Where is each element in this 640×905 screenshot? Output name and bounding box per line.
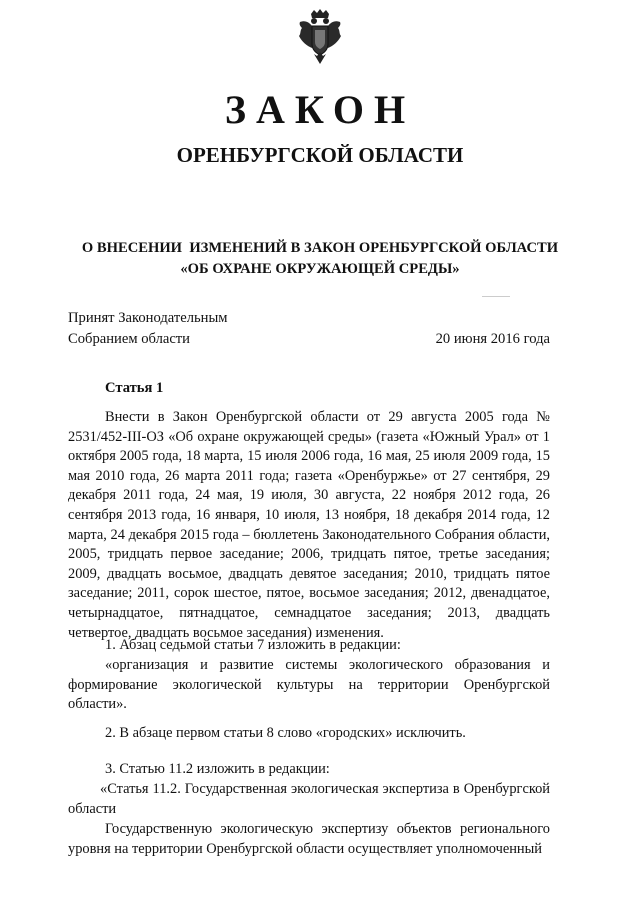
- adoption-block: [68, 308, 227, 350]
- article-intro-paragraph: Внести в Закон Оренбургской области от 29 августа 2005 года № 2531/452-III-ОЗ «Об охране окружающей среды» (газета «Южный Урал» от 1 октября 2005 года, 18 марта, 15 июля 2006 года, 16 мая, 25 июля 2009 года, 15 мая 2010 года, 26 марта 2011 года; газета «Оренбуржье» от 27 сентября, 29 декабря 2011 года, 24 мая, 19 июля, 30 августа, 22 ноября 2012 года, 26 сентября 2013 года, 16 января, 10 июля, 13 ноября, 18 декабря 2014 года, 12 марта, 24 декабря 2015 года – бюллетень Законодательного Собрания области, 2005, тридцать первое заседание; 2006, тридцать пятое, третье заседания; 2009, двадцать восьмое, двадцать девятое заседания; 2010, тридцать пятое заседание; 2011, сорок шестое, пятое, восьмое заседания; 2012, двенадцатое, четырнадцатое, пятнадцатое, семнадцатое заседания; 2013, двадцать четвертое, двадцать восьмое заседания) изменения.: [68, 409, 550, 641]
- coat-of-arms-icon: [297, 8, 343, 66]
- law-subject: [68, 238, 572, 280]
- item-3-title: «Статья 11.2. Государственная экологическая экспертиза в Оренбургской области: [68, 781, 550, 817]
- document-type-title: ЗАКОН: [224, 87, 416, 132]
- law-subject-line-1: О ВНЕСЕНИИ ИЗМЕНЕНИЙ В ЗАКОН ОРЕНБУРГСКОЙ ОБЛАСТИ: [81, 240, 559, 256]
- item-3-text: Государственную экологическую экспертизу объектов регионального уровня на территории Оренбургской области осуществляет уполномоченный: [68, 821, 550, 857]
- scan-mark: [482, 296, 510, 297]
- adoption-date: 20 июня 2016 года: [435, 331, 550, 347]
- article-heading: Статья 1: [105, 380, 164, 396]
- law-subject-line-2: «ОБ ОХРАНЕ ОКРУЖАЮЩЕЙ СРЕДЫ»: [180, 261, 460, 277]
- item-3-paragraph: 3. Статью 11.2 изложить в редакции:: [105, 761, 330, 777]
- item-2-paragraph: 2. В абзаце первом статьи 8 слово «городских» исключить.: [105, 725, 466, 741]
- adoption-line-2: Собранием области: [68, 331, 190, 347]
- adoption-line-1: Принят Законодательным: [68, 310, 228, 326]
- item-1-paragraph: 1. Абзац седьмой статьи 7 изложить в редакции:: [105, 637, 401, 653]
- issuer-title: ОРЕНБУРГСКОЙ ОБЛАСТИ: [176, 143, 464, 167]
- item-1-text: «организация и развитие системы экологического образования и формирование экологической культуры на территории Оренбургской области».: [68, 657, 550, 713]
